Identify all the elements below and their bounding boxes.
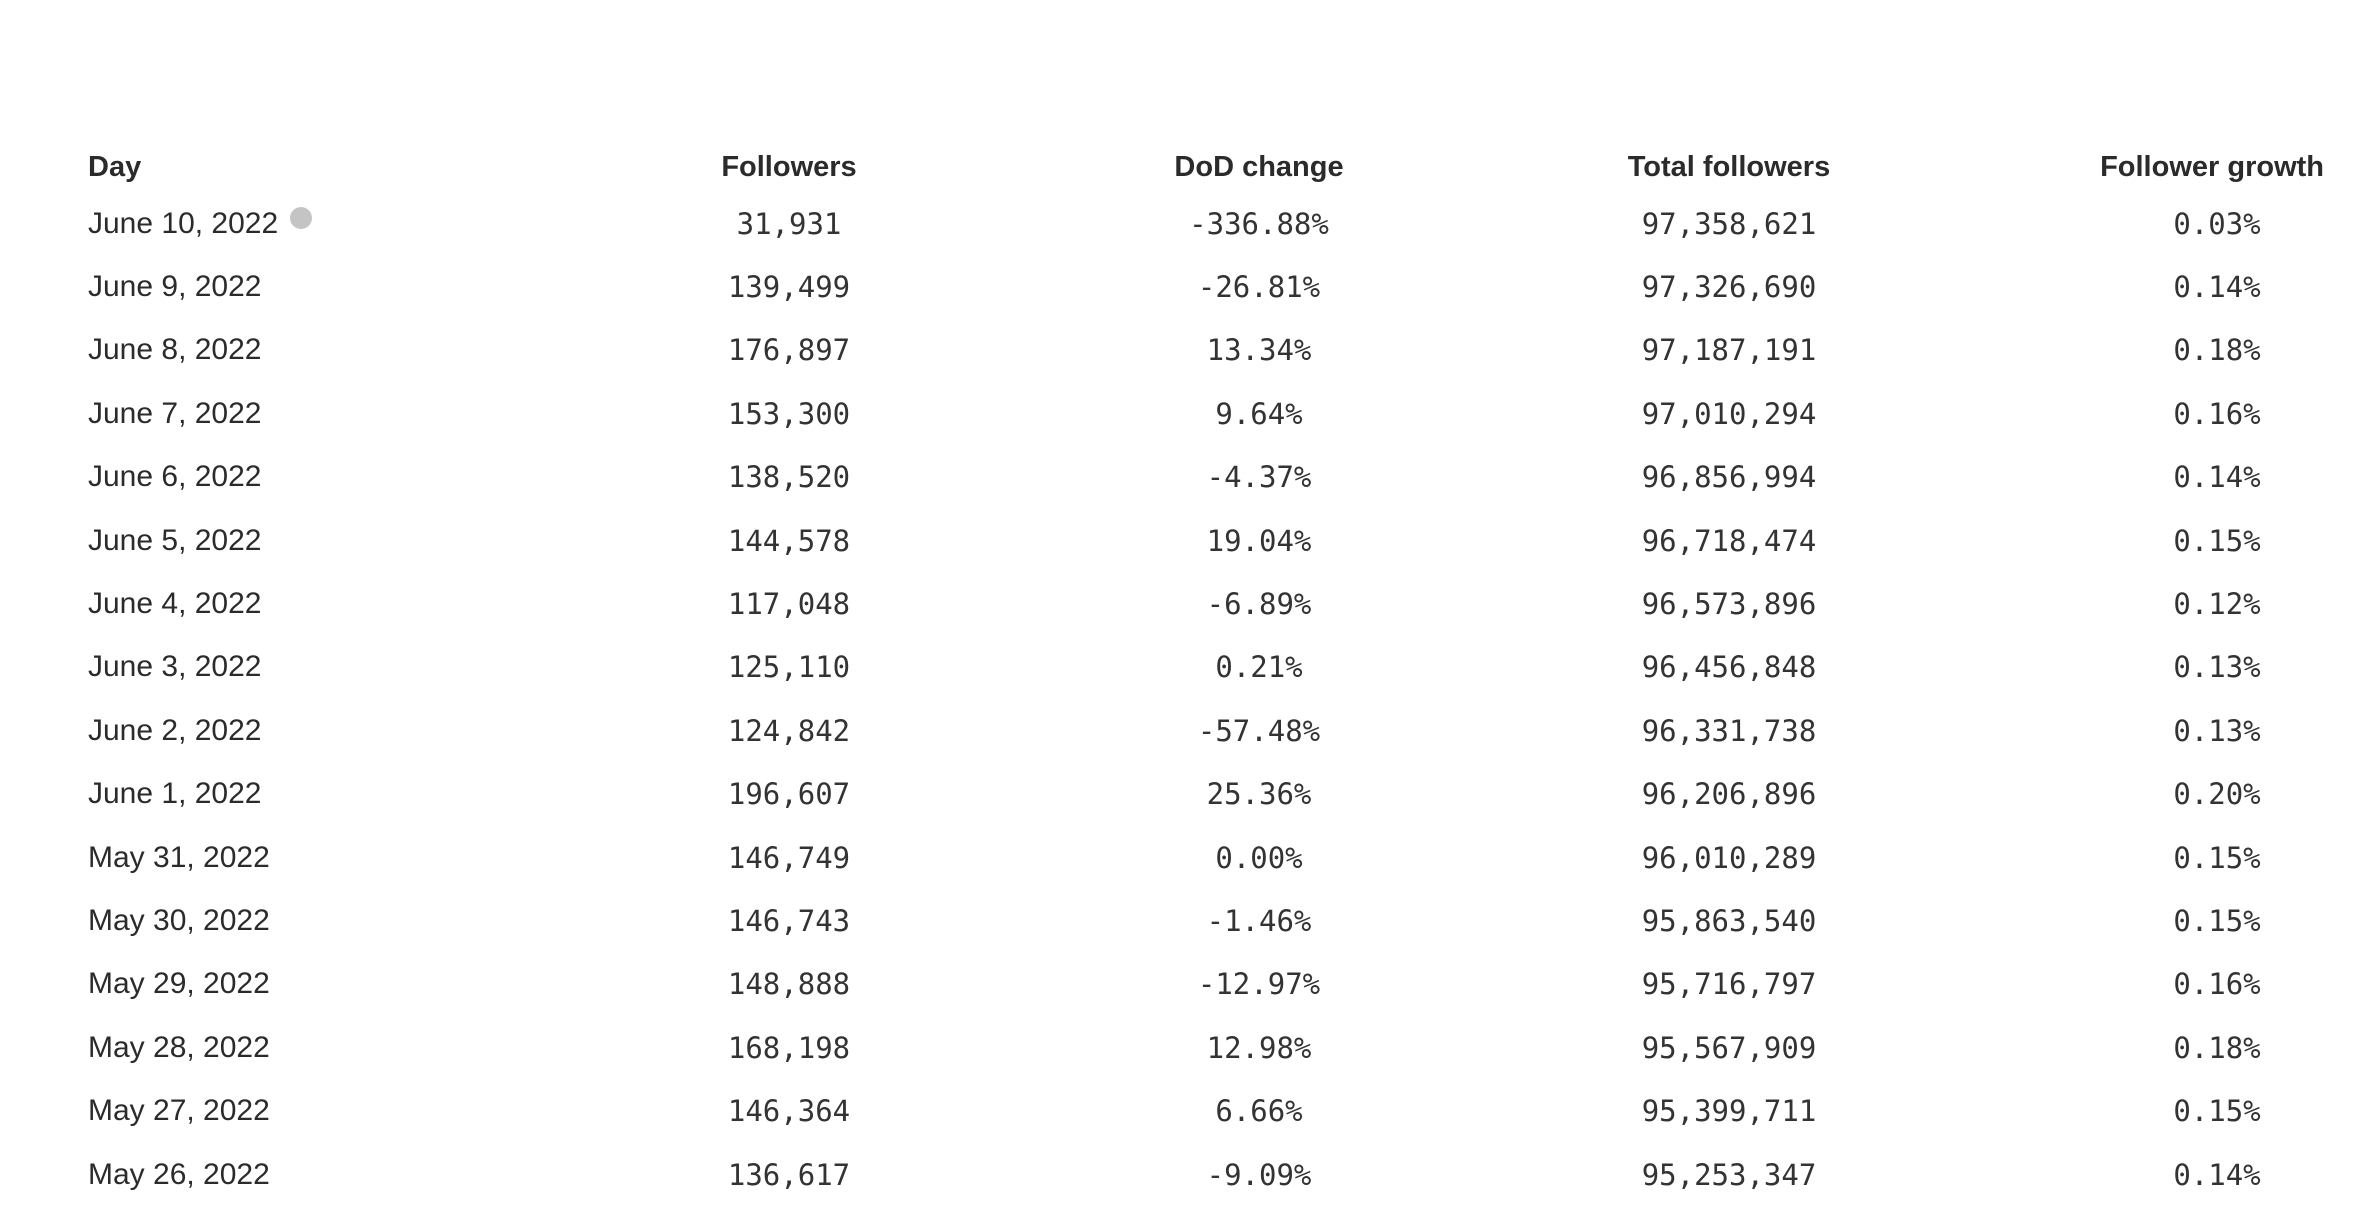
- day-label: June 2, 2022: [88, 713, 262, 747]
- cell-follower-growth-wrap: [1964, 319, 2324, 382]
- cell-day: [88, 1016, 554, 1079]
- cell-followers: 168,198: [727, 1030, 851, 1065]
- table-row: [88, 636, 2324, 699]
- table-row: [88, 572, 2324, 635]
- cell-day: [88, 319, 554, 382]
- cell-followers: 124,842: [727, 713, 851, 748]
- cell-total-followers: 95,253,347: [1641, 1157, 1817, 1192]
- day-label: June 7, 2022: [88, 396, 262, 430]
- cell-total-followers: 97,326,690: [1641, 270, 1817, 305]
- cell-dod-change: -4.37%: [1206, 460, 1312, 495]
- cell-follower-growth-wrap: [1964, 889, 2324, 952]
- cell-dod-change: -26.81%: [1197, 270, 1321, 305]
- cell-follower-growth-wrap: [1964, 446, 2324, 509]
- cell-dod-change: -1.46%: [1206, 903, 1312, 938]
- cell-follower-growth-wrap: [1964, 1143, 2324, 1206]
- day-label: June 1, 2022: [88, 777, 262, 811]
- header-followers[interactable]: Followers: [721, 150, 857, 183]
- cell-follower-growth: 0.13%: [2173, 713, 2261, 748]
- table-row: [88, 826, 2324, 889]
- table-row: [88, 509, 2324, 572]
- cell-total-followers: 96,456,848: [1641, 650, 1817, 685]
- cell-dod-change: 13.34%: [1206, 333, 1312, 368]
- cell-follower-growth-wrap: [1964, 953, 2324, 1016]
- cell-follower-growth: 0.03%: [2173, 206, 2261, 241]
- cell-followers: 153,300: [727, 396, 851, 431]
- cell-day: [88, 763, 554, 826]
- cell-follower-growth: 0.16%: [2173, 396, 2261, 431]
- day-label: May 26, 2022: [88, 1157, 270, 1191]
- cell-day: [88, 192, 554, 255]
- cell-follower-growth-wrap: [1964, 509, 2324, 572]
- day-label: June 6, 2022: [88, 460, 262, 494]
- cell-follower-growth-wrap: [1964, 636, 2324, 699]
- cell-dod-change: 9.64%: [1215, 396, 1303, 431]
- day-label: May 28, 2022: [88, 1030, 270, 1064]
- cell-day: [88, 382, 554, 445]
- cell-follower-growth-wrap: [1964, 572, 2324, 635]
- cell-followers: 176,897: [727, 333, 851, 368]
- cell-followers: 146,364: [727, 1094, 851, 1129]
- cell-day: [88, 446, 554, 509]
- table-row: [88, 1143, 2324, 1206]
- day-label: May 31, 2022: [88, 840, 270, 874]
- cell-follower-growth: 0.18%: [2173, 1030, 2261, 1065]
- day-label: June 3, 2022: [88, 650, 262, 684]
- cell-total-followers: 96,718,474: [1641, 523, 1817, 558]
- cell-dod-change: 12.98%: [1206, 1030, 1312, 1065]
- table-row: [88, 953, 2324, 1016]
- table-row: [88, 763, 2324, 826]
- table-row: [88, 889, 2324, 952]
- cell-follower-growth: 0.18%: [2173, 333, 2261, 368]
- cell-total-followers: 95,567,909: [1641, 1030, 1817, 1065]
- cell-day: [88, 953, 554, 1016]
- cell-follower-growth-wrap: [1964, 699, 2324, 762]
- cell-day: [88, 1079, 554, 1142]
- cell-follower-growth: 0.16%: [2173, 967, 2261, 1002]
- day-label: June 8, 2022: [88, 333, 262, 367]
- cell-dod-change: -9.09%: [1206, 1157, 1312, 1192]
- cell-followers: 136,617: [727, 1157, 851, 1192]
- cell-follower-growth: 0.14%: [2173, 270, 2261, 305]
- cell-followers: 139,499: [727, 270, 851, 305]
- cell-dod-change: -57.48%: [1197, 713, 1321, 748]
- cell-follower-growth: 0.15%: [2173, 903, 2261, 938]
- cell-dod-change: 19.04%: [1206, 523, 1312, 558]
- cell-followers: 144,578: [727, 523, 851, 558]
- table-row: [88, 446, 2324, 509]
- cell-day: [88, 889, 554, 952]
- table-body: [88, 192, 2324, 1206]
- cell-day: [88, 572, 554, 635]
- header-total-followers[interactable]: Total followers: [1627, 150, 1831, 183]
- cell-follower-growth: 0.14%: [2173, 1157, 2261, 1192]
- cell-total-followers: 95,863,540: [1641, 903, 1817, 938]
- table-row: [88, 699, 2324, 762]
- cell-followers: 196,607: [727, 777, 851, 812]
- cell-follower-growth-wrap: [1964, 763, 2324, 826]
- cell-follower-growth: 0.15%: [2173, 523, 2261, 558]
- day-label: June 10, 2022: [88, 206, 279, 240]
- cell-follower-growth: 0.15%: [2173, 840, 2261, 875]
- day-label: May 30, 2022: [88, 903, 270, 937]
- cell-follower-growth-wrap: [1964, 192, 2324, 255]
- table-row: [88, 255, 2324, 318]
- cell-day: [88, 255, 554, 318]
- partial-data-dot-icon[interactable]: [290, 207, 312, 229]
- cell-dod-change: 25.36%: [1206, 777, 1312, 812]
- cell-day: [88, 636, 554, 699]
- cell-dod-change: 0.21%: [1215, 650, 1303, 685]
- cell-dod-change: -6.89%: [1206, 587, 1312, 622]
- day-label: June 9, 2022: [88, 270, 262, 304]
- cell-follower-growth-wrap: [1964, 1079, 2324, 1142]
- cell-follower-growth-wrap: [1964, 382, 2324, 445]
- cell-total-followers: 96,573,896: [1641, 587, 1817, 622]
- cell-total-followers: 95,716,797: [1641, 967, 1817, 1002]
- cell-total-followers: 95,399,711: [1641, 1094, 1817, 1129]
- cell-followers: 117,048: [727, 587, 851, 622]
- header-day[interactable]: Day: [88, 150, 142, 183]
- cell-total-followers: 97,010,294: [1641, 396, 1817, 431]
- table-row: [88, 192, 2324, 255]
- cell-followers: 146,743: [727, 903, 851, 938]
- cell-dod-change: 6.66%: [1215, 1094, 1303, 1129]
- cell-followers: 31,931: [736, 206, 842, 241]
- cell-dod-change: -12.97%: [1197, 967, 1321, 1002]
- header-row: [88, 142, 2324, 192]
- cell-day: [88, 1143, 554, 1206]
- day-label: June 4, 2022: [88, 587, 262, 621]
- cell-day: [88, 509, 554, 572]
- cell-total-followers: 96,010,289: [1641, 840, 1817, 875]
- cell-followers: 148,888: [727, 967, 851, 1002]
- day-label: May 27, 2022: [88, 1094, 270, 1128]
- follower-stats-table: [88, 142, 2324, 1206]
- day-label: May 29, 2022: [88, 967, 270, 1001]
- cell-follower-growth: 0.20%: [2173, 777, 2261, 812]
- cell-total-followers: 96,206,896: [1641, 777, 1817, 812]
- header-dod-change[interactable]: DoD change: [1174, 150, 1344, 183]
- cell-follower-growth-wrap: [1964, 1016, 2324, 1079]
- table-row: [88, 1079, 2324, 1142]
- follower-stats-container: [88, 142, 2324, 1206]
- cell-follower-growth-wrap: [1964, 255, 2324, 318]
- cell-follower-growth-wrap: [1964, 826, 2324, 889]
- table-row: [88, 319, 2324, 382]
- cell-total-followers: 96,331,738: [1641, 713, 1817, 748]
- cell-total-followers: 97,358,621: [1641, 206, 1817, 241]
- cell-followers: 125,110: [727, 650, 851, 685]
- cell-follower-growth: 0.15%: [2173, 1094, 2261, 1129]
- table-row: [88, 1016, 2324, 1079]
- table-header: [88, 142, 2324, 192]
- cell-total-followers: 97,187,191: [1641, 333, 1817, 368]
- cell-followers: 146,749: [727, 840, 851, 875]
- cell-dod-change: -336.88%: [1189, 206, 1329, 241]
- cell-day: [88, 826, 554, 889]
- cell-day: [88, 699, 554, 762]
- cell-follower-growth: 0.12%: [2173, 587, 2261, 622]
- table-row: [88, 382, 2324, 445]
- cell-dod-change: 0.00%: [1215, 840, 1303, 875]
- header-follower-growth[interactable]: Follower growth: [2100, 150, 2324, 183]
- day-label: June 5, 2022: [88, 523, 262, 557]
- cell-follower-growth: 0.14%: [2173, 460, 2261, 495]
- cell-total-followers: 96,856,994: [1641, 460, 1817, 495]
- cell-follower-growth: 0.13%: [2173, 650, 2261, 685]
- cell-followers: 138,520: [727, 460, 851, 495]
